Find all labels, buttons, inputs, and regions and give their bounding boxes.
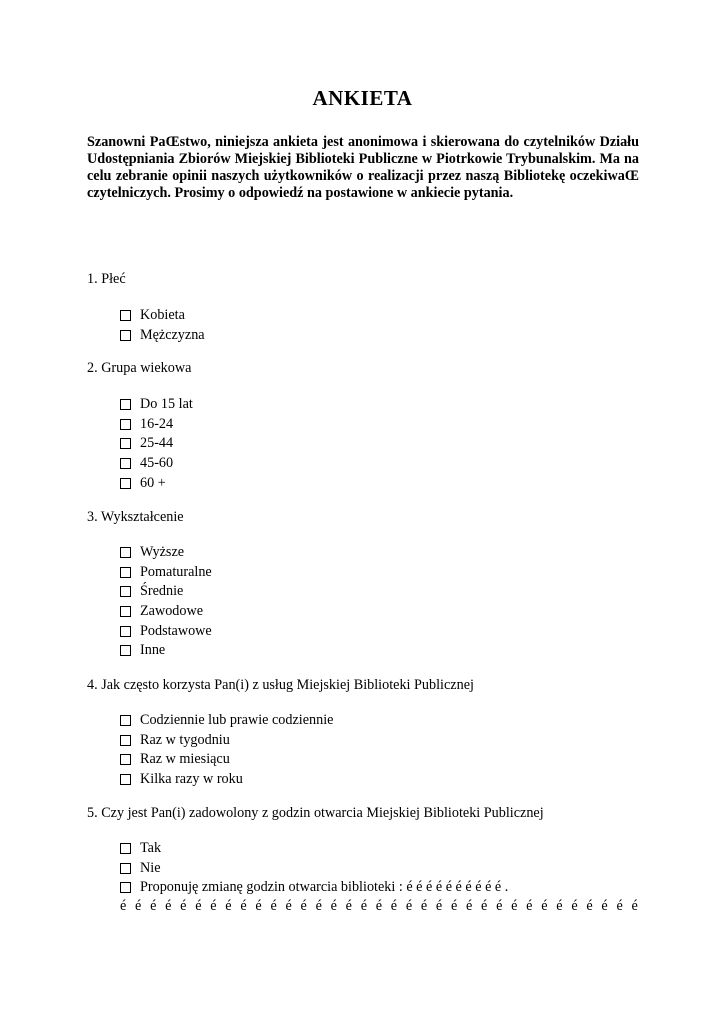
checkbox[interactable] [120,458,131,469]
answer-continuation-line[interactable]: é é é é é é é é é é é é é é é é é é é é é é é é é é é é é é é é é é é [120,898,641,914]
option-pomaturalne[interactable] [120,563,212,583]
checkbox[interactable] [120,310,131,321]
option-label: Raz w tygodniu [140,731,230,748]
option-label: 60 + [140,474,166,491]
question-2-options [120,395,193,493]
checkbox[interactable] [120,715,131,726]
option-25-44[interactable] [120,434,193,454]
question-5-label: 5. Czy jest Pan(i) zadowolony z godzin otwarcia Miejskiej Biblioteki Publicznej [87,805,544,821]
option-proponuje-zmiane[interactable] [120,878,508,898]
question-2-label: 2. Grupa wiekowa [87,360,192,376]
checkbox[interactable] [120,419,131,430]
checkbox[interactable] [120,882,131,893]
question-3-options [120,543,212,661]
question-5-options [120,839,508,898]
question-1-label: 1. Płeć [87,271,126,287]
checkbox[interactable] [120,606,131,617]
checkbox[interactable] [120,626,131,637]
question-1-options [120,306,205,345]
option-label: 45-60 [140,455,174,472]
checkbox[interactable] [120,735,131,746]
option-label: Kilka razy w roku [140,771,243,788]
option-raz-w-tygodniu[interactable] [120,731,333,751]
checkbox[interactable] [120,330,131,341]
option-45-60[interactable] [120,454,193,474]
option-label: Raz w miesiącu [140,751,230,768]
option-codziennie[interactable] [120,711,333,731]
checkbox[interactable] [120,547,131,558]
option-label: Codziennie lub prawie codziennie [140,712,334,729]
option-16-24[interactable] [120,415,193,435]
option-60-plus[interactable] [120,473,193,493]
option-label: Kobieta [140,307,185,324]
option-label: Do 15 lat [140,396,193,413]
option-zawodowe[interactable] [120,602,212,622]
intro-paragraph [87,134,639,202]
checkbox[interactable] [120,843,131,854]
checkbox[interactable] [120,478,131,489]
option-wyzsze[interactable] [120,543,212,563]
option-srednie[interactable] [120,582,212,602]
option-label: 25-44 [140,435,174,452]
option-label: Pomaturalne [140,563,212,580]
question-4-options [120,711,333,789]
option-label: Podstawowe [140,622,212,639]
checkbox[interactable] [120,567,131,578]
option-label: Mężczyzna [140,326,205,343]
checkbox[interactable] [120,438,131,449]
checkbox[interactable] [120,863,131,874]
question-4-label: 4. Jak często korzysta Pan(i) z usług Miejskiej Biblioteki Publicznej [87,677,474,693]
option-podstawowe[interactable] [120,621,212,641]
option-do-15-lat[interactable] [120,395,193,415]
page-title: ANKIETA [312,86,413,110]
checkbox[interactable] [120,586,131,597]
option-label: Średnie [140,583,184,600]
option-raz-w-miesiacu[interactable] [120,750,333,770]
option-label: Inne [140,642,166,659]
checkbox[interactable] [120,645,131,656]
option-label: Zawodowe [140,603,204,620]
option-nie[interactable] [120,859,508,879]
option-tak[interactable] [120,839,508,859]
option-kobieta[interactable] [120,306,205,326]
question-3-label: 3. Wykształcenie [87,509,184,525]
checkbox[interactable] [120,754,131,765]
option-kilka-razy-w-roku[interactable] [120,770,333,790]
option-inne[interactable] [120,641,212,661]
option-label: Proponuję zmianę godzin otwarcia biblioteki : é é é é é é é é é é . [140,879,509,896]
option-label: 16-24 [140,415,174,432]
option-label: Wyższe [140,544,185,561]
option-mezczyzna[interactable] [120,326,205,346]
option-label: Tak [140,840,162,857]
intro-text: Szanowni PaŒstwo, niniejsza ankieta jest anonimowa i skierowana do czytelników Działu Udostępniania Zbiorów Miejskiej Biblioteki Publiczne w Piotrkowie Trybunalskim. Ma na celu zebranie opinii naszych użytkowników o realizacji przez naszą Bibliotekę oczekiwaŒ czytelniczych. Prosimy o odpowiedź na postawione w ankiecie pytania. [87,134,639,201]
option-label: Nie [140,859,161,876]
checkbox[interactable] [120,399,131,410]
checkbox[interactable] [120,774,131,785]
